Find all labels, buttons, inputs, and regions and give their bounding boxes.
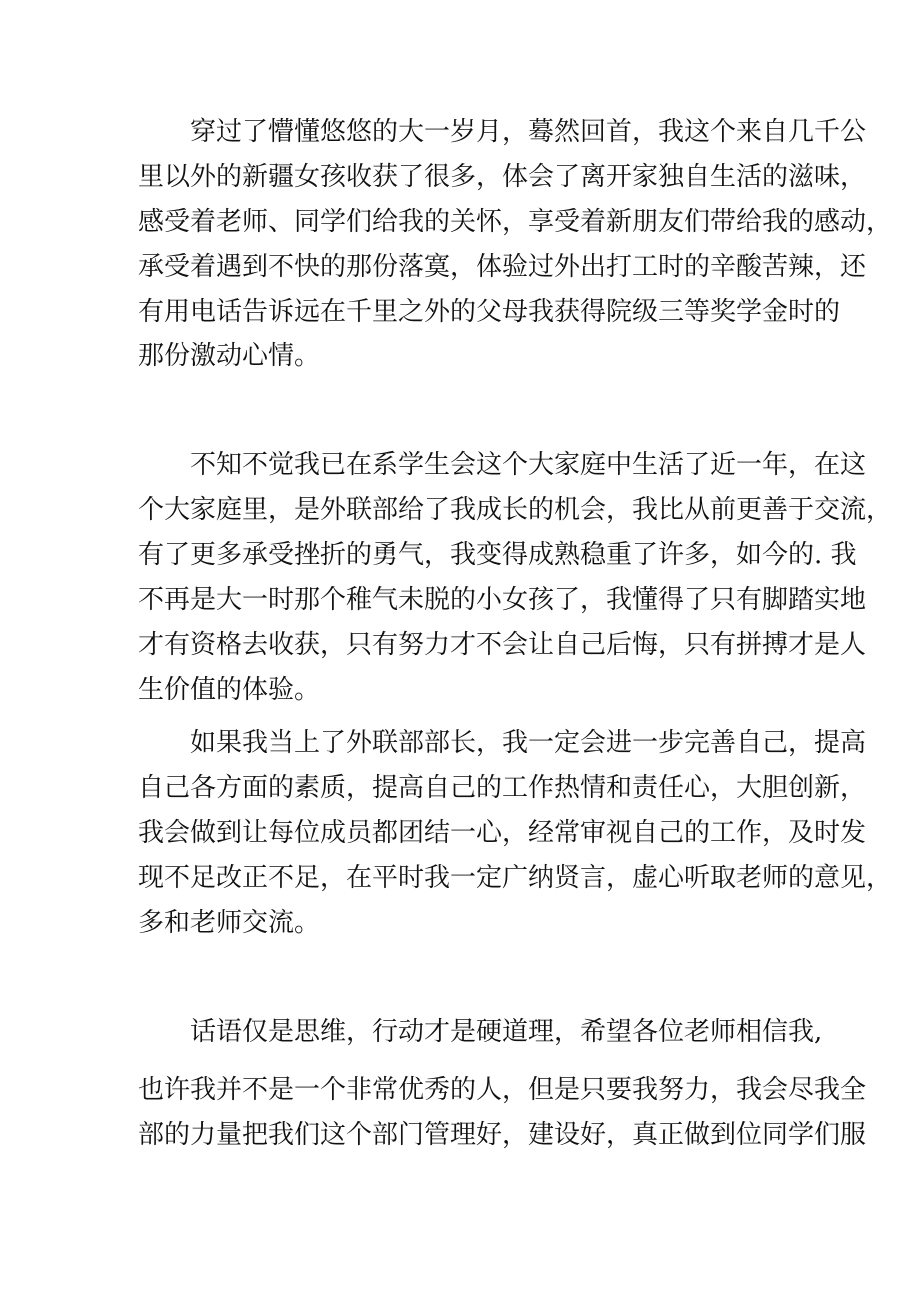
- paragraph-2-line-5: 才有资格去收获，只有努力才不会让自己后悔，只有拼搏才是人: [138, 630, 867, 660]
- paragraph-1-line-1: 穿过了懵懂悠悠的大一岁月，蓦然回首，我这个来自几千公: [190, 117, 867, 147]
- paragraph-2-line-4: 不再是大一时那个稚气未脱的小女孩了，我懂得了只有脚踏实地: [138, 585, 867, 615]
- paragraph-1-line-4: 承受着遇到不快的那份落寞，体验过外出打工时的辛酸苦辣，还: [138, 252, 867, 282]
- paragraph-1-line-2: 里以外的新疆女孩收获了很多，体会了离开家独自生活的滋味，: [138, 162, 867, 192]
- paragraph-2-line-3: 有了更多承受挫折的勇气，我变得成熟稳重了许多，如今的. 我: [138, 540, 857, 570]
- paragraph-2-line-6: 生价值的体验。: [138, 675, 321, 705]
- paragraph-1-line-6: 那份激动心情。: [138, 341, 321, 371]
- paragraph-2-line-1: 不知不觉我已在系学生会这个大家庭中生活了近一年，在这: [190, 450, 867, 480]
- paragraph-1-line-3: 感受着老师、同学们给我的关怀，享受着新朋友们带给我的感动，: [138, 207, 893, 237]
- paragraph-2-line-2: 个大家庭里，是外联部给了我成长的机会，我比从前更善于交流，: [138, 495, 893, 525]
- paragraph-5-line-2: 部的力量把我们这个部门管理好，建设好，真正做到位同学们服: [138, 1120, 867, 1150]
- paragraph-4-line-1: 话语仅是思维，行动才是硬道理，希望各位老师相信我,: [190, 1017, 823, 1047]
- paragraph-3-line-5: 多和老师交流。: [138, 908, 321, 938]
- paragraph-5-line-1: 也许我并不是一个非常优秀的人，但是只要我努力，我会尽我全: [138, 1075, 867, 1105]
- paragraph-3-line-1: 如果我当上了外联部部长，我一定会进一步完善自己，提高: [190, 728, 867, 758]
- paragraph-3-line-3: 我会做到让每位成员都团结一心，经常审视自己的工作，及时发: [138, 818, 867, 848]
- paragraph-3-line-2: 自己各方面的素质，提高自己的工作热情和责任心，大胆创新，: [138, 773, 867, 803]
- paragraph-1-line-5: 有用电话告诉远在千里之外的父母我获得院级三等奖学金时的: [138, 297, 841, 327]
- paragraph-3-line-4: 现不足改正不足，在平时我一定广纳贤言，虚心听取老师的意见，: [138, 863, 893, 893]
